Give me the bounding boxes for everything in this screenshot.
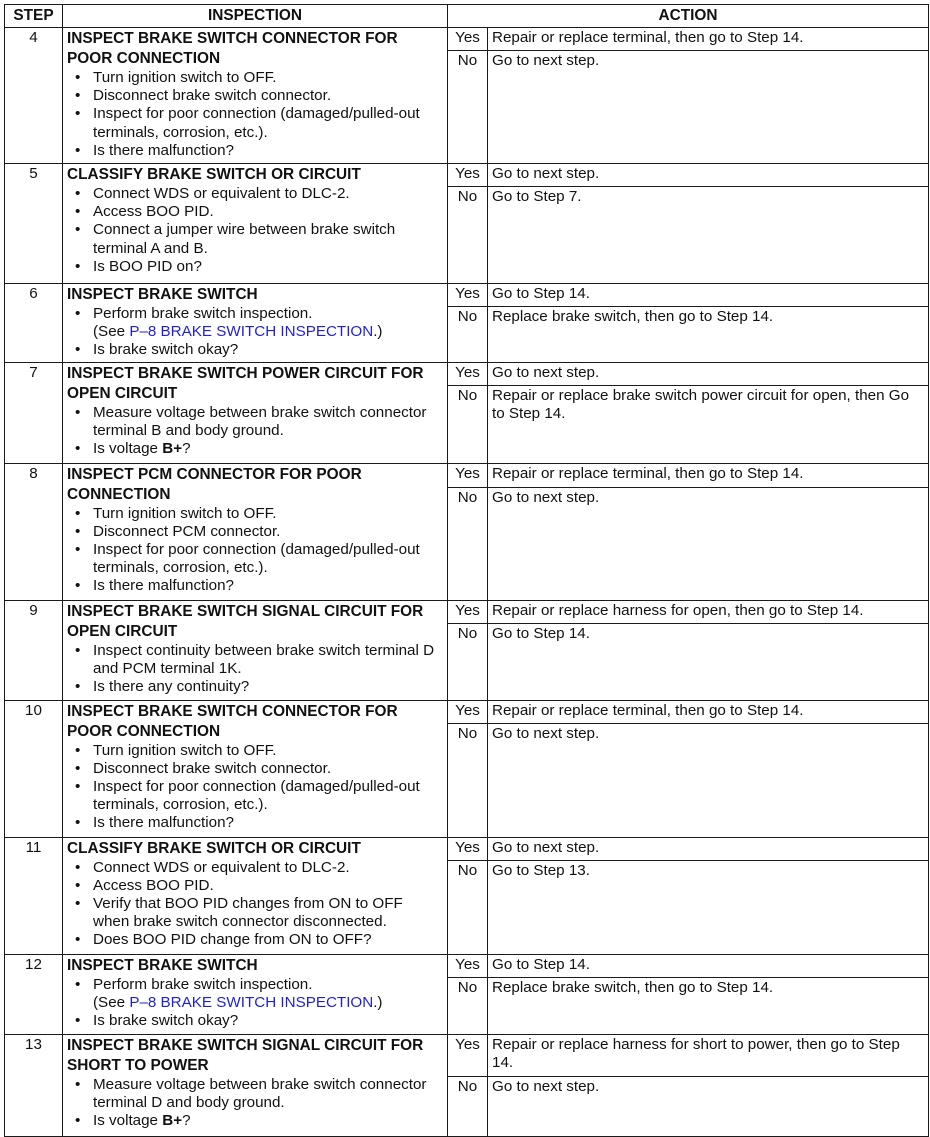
bullet-item: • Disconnect brake switch connector. bbox=[75, 759, 332, 777]
no-label: No bbox=[448, 51, 488, 164]
inspection-title: CLASSIFY BRAKE SWITCH OR CIRCUIT bbox=[67, 166, 361, 183]
bullet-icon: • bbox=[75, 975, 81, 993]
bullet-item: • Connect WDS or equivalent to DLC-2. bbox=[75, 858, 350, 876]
no-label: No bbox=[448, 977, 488, 1034]
yes-label: Yes bbox=[448, 28, 488, 51]
step-row-4-yes bbox=[5, 28, 929, 51]
bullet-icon: • bbox=[75, 403, 81, 421]
inspection-bullets bbox=[67, 305, 443, 360]
yes-label: Yes bbox=[448, 954, 488, 977]
step-row-10-yes bbox=[5, 700, 929, 723]
bullet-item: • Turn ignition switch to OFF. bbox=[75, 741, 277, 759]
yes-action: Go to Step 14. bbox=[488, 284, 929, 307]
bullet-item: • Is brake switch okay? bbox=[75, 341, 239, 359]
bullet-item: • Inspect for poor connection (damaged/pulled-out terminals, corrosion, etc.). bbox=[75, 541, 420, 577]
no-action: Go to Step 7. bbox=[488, 187, 929, 284]
yes-label: Yes bbox=[448, 600, 488, 623]
bullet-icon: • bbox=[75, 741, 81, 759]
yes-action: Go to next step. bbox=[488, 164, 929, 187]
bullet-item: • Turn ignition switch to OFF. bbox=[75, 504, 277, 522]
inspection-title: INSPECT BRAKE SWITCH POWER CIRCUIT FOR OPEN CIRCUIT bbox=[67, 364, 424, 402]
step-row-12-yes bbox=[5, 954, 929, 977]
bullet-item: • Verify that BOO PID changes from ON to OFF when brake switch connector disconnected. bbox=[75, 895, 403, 931]
bullet-item: • Disconnect brake switch connector. bbox=[75, 87, 332, 105]
inspection-cell bbox=[63, 362, 448, 463]
inspection-cell bbox=[63, 28, 448, 164]
step-row-13-yes bbox=[5, 1034, 929, 1076]
no-label: No bbox=[448, 306, 488, 362]
yes-action: Repair or replace terminal, then go to Step 14. bbox=[488, 463, 929, 487]
bullet-item: • Is voltage B+? bbox=[75, 1112, 191, 1130]
yes-label: Yes bbox=[448, 463, 488, 487]
bullet-item: • Access BOO PID. bbox=[75, 203, 214, 221]
step-row-11-yes bbox=[5, 837, 929, 860]
bullet-item: • Is there any continuity? bbox=[75, 678, 250, 696]
no-action: Go to next step. bbox=[488, 1076, 929, 1136]
yes-action: Repair or replace terminal, then go to Step 14. bbox=[488, 700, 929, 723]
yes-action: Go to Step 14. bbox=[488, 954, 929, 977]
bullet-item: • Perform brake switch inspection. (See P–8 BRAKE SWITCH INSPECTION.) bbox=[75, 305, 383, 341]
bullet-icon: • bbox=[75, 341, 81, 359]
inspection-bullets bbox=[67, 742, 443, 833]
no-action: Replace brake switch, then go to Step 14. bbox=[488, 977, 929, 1034]
bullet-item: • Is BOO PID on? bbox=[75, 257, 202, 275]
header-step: STEP bbox=[5, 5, 63, 28]
bullet-icon: • bbox=[75, 221, 81, 239]
no-label: No bbox=[448, 623, 488, 700]
no-label: No bbox=[448, 860, 488, 954]
no-label: No bbox=[448, 487, 488, 600]
bullet-icon: • bbox=[75, 876, 81, 894]
bullet-icon: • bbox=[75, 141, 81, 159]
bullet-item: • Is voltage B+? bbox=[75, 440, 191, 458]
yes-label: Yes bbox=[448, 284, 488, 307]
bullet-icon: • bbox=[75, 541, 81, 559]
bullet-item: • Connect WDS or equivalent to DLC-2. bbox=[75, 185, 350, 202]
no-action: Go to next step. bbox=[488, 487, 929, 600]
step-row-7-yes bbox=[5, 362, 929, 385]
step-number: 5 bbox=[5, 164, 63, 284]
bullet-item: • Does BOO PID change from ON to OFF? bbox=[75, 931, 372, 949]
brake-switch-inspection-link[interactable]: P–8 BRAKE SWITCH INSPECTION bbox=[129, 323, 374, 341]
bullet-item: • Inspect for poor connection (damaged/pulled-out terminals, corrosion, etc.). bbox=[75, 105, 420, 141]
inspection-title: INSPECT BRAKE SWITCH bbox=[67, 956, 258, 974]
no-action: Go to next step. bbox=[488, 51, 929, 164]
yes-label: Yes bbox=[448, 164, 488, 187]
inspection-cell bbox=[63, 837, 448, 954]
inspection-title: INSPECT BRAKE SWITCH bbox=[67, 286, 258, 303]
bullet-icon: • bbox=[75, 504, 81, 522]
bullet-icon: • bbox=[75, 858, 81, 876]
no-label: No bbox=[448, 385, 488, 463]
yes-label: Yes bbox=[448, 700, 488, 723]
bullet-icon: • bbox=[75, 577, 81, 595]
bullet-icon: • bbox=[75, 1012, 81, 1030]
step-number: 6 bbox=[5, 284, 63, 363]
inspection-bullets bbox=[67, 976, 443, 1031]
inspection-bullets bbox=[67, 859, 443, 950]
bullet-item: • Measure voltage between brake switch connector terminal D and body ground. bbox=[75, 1075, 427, 1111]
no-label: No bbox=[448, 1076, 488, 1136]
step-number: 7 bbox=[5, 362, 63, 463]
bullet-item: • Turn ignition switch to OFF. bbox=[75, 69, 277, 86]
bullet-icon: • bbox=[75, 105, 81, 123]
yes-label: Yes bbox=[448, 837, 488, 860]
bullet-icon: • bbox=[75, 522, 81, 540]
bullet-item: • Connect a jumper wire between brake switch terminal A and B. bbox=[75, 221, 396, 257]
yes-action: Go to next step. bbox=[488, 362, 929, 385]
inspection-bullets bbox=[67, 185, 443, 276]
step-number: 8 bbox=[5, 463, 63, 600]
step-number: 13 bbox=[5, 1034, 63, 1136]
bullet-item: • Measure voltage between brake switch connector terminal B and body ground. bbox=[75, 403, 427, 439]
bullet-item: • Is there malfunction? bbox=[75, 141, 234, 159]
step-row-6-yes bbox=[5, 284, 929, 307]
bullet-icon: • bbox=[75, 305, 81, 322]
bullet-icon: • bbox=[75, 678, 81, 696]
inspection-title: INSPECT PCM CONNECTOR FOR POOR CONNECTION bbox=[67, 465, 362, 503]
inspection-cell bbox=[63, 463, 448, 600]
bullet-item: • Inspect continuity between brake switch terminal D and PCM terminal 1K. bbox=[75, 641, 435, 677]
yes-action: Go to next step. bbox=[488, 837, 929, 860]
inspection-title: INSPECT BRAKE SWITCH CONNECTOR FOR POOR CONNECTION bbox=[67, 30, 398, 67]
inspection-cell bbox=[63, 954, 448, 1034]
bullet-icon: • bbox=[75, 1112, 81, 1130]
bullet-item: • Is there malfunction? bbox=[75, 577, 234, 595]
header-action: ACTION bbox=[448, 5, 929, 28]
bullet-item: • Is brake switch okay? bbox=[75, 1012, 239, 1030]
yes-action: Repair or replace terminal, then go to Step 14. bbox=[488, 28, 929, 51]
step-number: 4 bbox=[5, 28, 63, 164]
bullet-item: • Access BOO PID. bbox=[75, 876, 214, 894]
header-inspection: INSPECTION bbox=[63, 5, 448, 28]
inspection-bullets bbox=[67, 642, 443, 697]
inspection-bullets bbox=[67, 1076, 443, 1131]
inspection-title: INSPECT BRAKE SWITCH SIGNAL CIRCUIT FOR SHORT TO POWER bbox=[67, 1036, 424, 1074]
step-row-9-yes bbox=[5, 600, 929, 623]
bullet-icon: • bbox=[75, 931, 81, 949]
inspection-cell bbox=[63, 284, 448, 363]
no-action: Replace brake switch, then go to Step 14. bbox=[488, 306, 929, 362]
bullet-icon: • bbox=[75, 814, 81, 832]
step-number: 9 bbox=[5, 600, 63, 700]
yes-label: Yes bbox=[448, 362, 488, 385]
inspection-bullets bbox=[67, 404, 443, 459]
header-row bbox=[5, 5, 929, 28]
inspection-cell bbox=[63, 600, 448, 700]
bullet-icon: • bbox=[75, 641, 81, 659]
inspection-title: INSPECT BRAKE SWITCH CONNECTOR FOR POOR CONNECTION bbox=[67, 702, 398, 740]
bullet-icon: • bbox=[75, 203, 81, 221]
bullet-icon: • bbox=[75, 185, 81, 202]
inspection-title: CLASSIFY BRAKE SWITCH OR CIRCUIT bbox=[67, 839, 361, 857]
step-number: 10 bbox=[5, 700, 63, 837]
inspection-cell bbox=[63, 164, 448, 284]
no-label: No bbox=[448, 723, 488, 837]
no-action: Go to Step 13. bbox=[488, 860, 929, 954]
bullet-item: • Inspect for poor connection (damaged/pulled-out terminals, corrosion, etc.). bbox=[75, 778, 420, 814]
bullet-icon: • bbox=[75, 778, 81, 796]
bullet-item: • Perform brake switch inspection. (See P–8 BRAKE SWITCH INSPECTION.) bbox=[75, 975, 383, 1011]
no-action: Go to next step. bbox=[488, 723, 929, 837]
step-number: 11 bbox=[5, 837, 63, 954]
bullet-icon: • bbox=[75, 87, 81, 105]
yes-action: Repair or replace harness for short to power, then go to Step 14. bbox=[488, 1034, 929, 1076]
no-action: Go to Step 14. bbox=[488, 623, 929, 700]
step-row-5-yes bbox=[5, 164, 929, 187]
brake-switch-inspection-link[interactable]: P–8 BRAKE SWITCH INSPECTION bbox=[129, 993, 374, 1011]
bullet-icon: • bbox=[75, 759, 81, 777]
yes-action: Repair or replace harness for open, then go to Step 14. bbox=[488, 600, 929, 623]
inspection-bullets bbox=[67, 69, 443, 160]
step-row-8-yes bbox=[5, 463, 929, 487]
inspection-bullets bbox=[67, 505, 443, 596]
bullet-icon: • bbox=[75, 257, 81, 275]
no-label: No bbox=[448, 187, 488, 284]
step-number: 12 bbox=[5, 954, 63, 1034]
yes-label: Yes bbox=[448, 1034, 488, 1076]
bullet-item: • Is there malfunction? bbox=[75, 814, 234, 832]
inspection-cell bbox=[63, 700, 448, 837]
no-action: Repair or replace brake switch power circuit for open, then Go to Step 14. bbox=[488, 385, 929, 463]
bullet-icon: • bbox=[75, 895, 81, 913]
inspection-title: INSPECT BRAKE SWITCH SIGNAL CIRCUIT FOR OPEN CIRCUIT bbox=[67, 602, 424, 640]
inspection-cell bbox=[63, 1034, 448, 1136]
bullet-item: • Disconnect PCM connector. bbox=[75, 522, 281, 540]
bullet-icon: • bbox=[75, 440, 81, 458]
diagnostic-procedure-table bbox=[4, 4, 929, 1137]
bullet-icon: • bbox=[75, 1075, 81, 1093]
bullet-icon: • bbox=[75, 69, 81, 86]
